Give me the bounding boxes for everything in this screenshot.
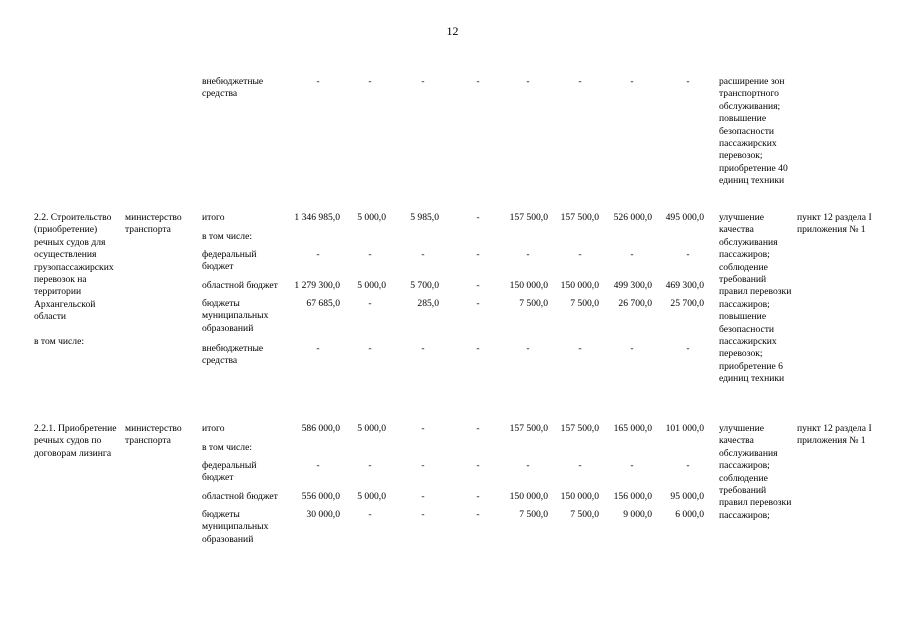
section-22-row3-col5: - xyxy=(526,249,530,260)
section-22-executor: министерство транспорта xyxy=(125,212,182,236)
section-22-row1-col8: 495 000,0 xyxy=(665,212,704,223)
section-221-executor: министерство транспорта xyxy=(125,423,182,447)
section-221-row-source: итого xyxy=(202,423,225,434)
section-221-row5-col4: - xyxy=(476,509,480,520)
section-22-row4-col2: 5 000,0 xyxy=(357,280,386,291)
top-value-col1: - xyxy=(316,76,320,87)
top-value-col8: - xyxy=(686,76,690,87)
section-221-row3-col4: - xyxy=(476,460,480,471)
section-22-row6-col7: - xyxy=(630,343,634,354)
section-221-row-source: федеральный бюджет xyxy=(202,460,257,484)
top-result: расширение зон транспортного обслуживания; повышение безопасности пассажирских перевозок; приобретение 40 единиц техники xyxy=(719,76,788,187)
section-221-row4-col3: - xyxy=(421,491,425,502)
section-22-row-source: областной бюджет xyxy=(202,280,278,291)
section-22-row-source: итого xyxy=(202,212,225,223)
top-value-col2: - xyxy=(368,76,372,87)
section-22-row6-col6: - xyxy=(578,343,582,354)
section-221-row5-col2: - xyxy=(368,509,372,520)
section-221-row3-col2: - xyxy=(368,460,372,471)
section-221-row4-col8: 95 000,0 xyxy=(670,491,704,502)
section-221-row4-col2: 5 000,0 xyxy=(357,491,386,502)
section-22-row5-col6: 7 500,0 xyxy=(570,298,599,309)
section-22-row5-col3: 285,0 xyxy=(417,298,439,309)
section-221-row-source: в том числе: xyxy=(202,442,253,453)
section-22-row4-col3: 5 700,0 xyxy=(410,280,439,291)
section-221-row5-col5: 7 500,0 xyxy=(519,509,548,520)
section-22-row6-col3: - xyxy=(421,343,425,354)
section-22-result: улучшение качества обслуживания пассажиров; соблюдение требований правил перевозки пассажиров; повышение безопасности пассажирских перевозок; приобретение 6 единиц техники xyxy=(719,212,792,385)
section-221-row1-col7: 165 000,0 xyxy=(613,423,652,434)
section-22-name-sub: в том числе: xyxy=(34,336,85,347)
section-22-row1-col7: 526 000,0 xyxy=(613,212,652,223)
section-22-row4-col1: 1 279 300,0 xyxy=(294,280,340,291)
section-22-row1-col2: 5 000,0 xyxy=(357,212,386,223)
section-221-row4-col5: 150 000,0 xyxy=(509,491,548,502)
section-221-row3-col1: - xyxy=(316,460,320,471)
section-221-row3-col7: - xyxy=(630,460,634,471)
section-221-row4-col1: 556 000,0 xyxy=(301,491,340,502)
section-22-row5-col1: 67 685,0 xyxy=(306,298,340,309)
section-221-row3-col8: - xyxy=(686,460,690,471)
top-value-col4: - xyxy=(476,76,480,87)
section-221-row3-col6: - xyxy=(578,460,582,471)
section-221-row1-col6: 157 500,0 xyxy=(560,423,599,434)
section-22-row5-col5: 7 500,0 xyxy=(519,298,548,309)
section-221-row3-col3: - xyxy=(421,460,425,471)
top-source: внебюджетные средства xyxy=(202,76,264,100)
section-221-row-source: бюджеты муниципальных образований xyxy=(202,509,269,545)
top-value-col3: - xyxy=(421,76,425,87)
section-22-row4-col5: 150 000,0 xyxy=(509,280,548,291)
page-number: 12 xyxy=(446,24,459,38)
section-221-row1-col2: 5 000,0 xyxy=(357,423,386,434)
section-22-row1-col4: - xyxy=(476,212,480,223)
section-22-row4-col7: 499 300,0 xyxy=(613,280,652,291)
section-22-row1-col1: 1 346 985,0 xyxy=(294,212,340,223)
section-22-row6-col2: - xyxy=(368,343,372,354)
top-value-col5: - xyxy=(526,76,530,87)
section-221-row5-col7: 9 000,0 xyxy=(623,509,652,520)
section-221-row1-col8: 101 000,0 xyxy=(665,423,704,434)
section-22-row1-col5: 157 500,0 xyxy=(509,212,548,223)
section-22-name: 2.2. Строительство (приобретение) речных судов для осуществления грузопассажирских перевозок на территории Архангельской области xyxy=(34,212,114,323)
section-22-row-source: федеральный бюджет xyxy=(202,249,257,273)
section-221-row5-col8: 6 000,0 xyxy=(675,509,704,520)
section-221-row5-col6: 7 500,0 xyxy=(570,509,599,520)
section-22-row3-col1: - xyxy=(316,249,320,260)
section-22-row5-col4: - xyxy=(476,298,480,309)
section-22-row3-col6: - xyxy=(578,249,582,260)
section-221-row4-col7: 156 000,0 xyxy=(613,491,652,502)
section-22-row4-col4: - xyxy=(476,280,480,291)
section-22-row-source: бюджеты муниципальных образований xyxy=(202,298,269,334)
section-221-row1-col1: 586 000,0 xyxy=(301,423,340,434)
section-22-row6-col4: - xyxy=(476,343,480,354)
section-22-row3-col7: - xyxy=(630,249,634,260)
section-22-row5-col7: 26 700,0 xyxy=(618,298,652,309)
section-22-row1-col6: 157 500,0 xyxy=(560,212,599,223)
section-22-row6-col1: - xyxy=(316,343,320,354)
section-221-row1-col3: - xyxy=(421,423,425,434)
top-value-col7: - xyxy=(630,76,634,87)
section-221-reference: пункт 12 раздела I приложения № 1 xyxy=(797,423,872,447)
section-22-row6-col8: - xyxy=(686,343,690,354)
section-22-row4-col6: 150 000,0 xyxy=(560,280,599,291)
section-22-row3-col3: - xyxy=(421,249,425,260)
section-221-row4-col4: - xyxy=(476,491,480,502)
section-22-row3-col2: - xyxy=(368,249,372,260)
section-221-row1-col5: 157 500,0 xyxy=(509,423,548,434)
section-22-row3-col4: - xyxy=(476,249,480,260)
section-221-name: 2.2.1. Приобретение речных судов по договорам лизинга xyxy=(34,423,117,459)
section-22-row3-col8: - xyxy=(686,249,690,260)
section-22-row6-col5: - xyxy=(526,343,530,354)
section-221-row4-col6: 150 000,0 xyxy=(560,491,599,502)
section-221-row1-col4: - xyxy=(476,423,480,434)
section-22-row5-col2: - xyxy=(368,298,372,309)
section-221-row5-col3: - xyxy=(421,509,425,520)
section-22-row1-col3: 5 985,0 xyxy=(410,212,439,223)
section-221-row-source: областной бюджет xyxy=(202,491,278,502)
section-22-row-source: внебюджетные средства xyxy=(202,343,264,367)
section-221-row3-col5: - xyxy=(526,460,530,471)
top-value-col6: - xyxy=(578,76,582,87)
section-22-row-source: в том числе: xyxy=(202,231,253,242)
section-221-result: улучшение качества обслуживания пассажиров; соблюдение требований правил перевозки пассажиров; xyxy=(719,423,792,521)
section-22-reference: пункт 12 раздела I приложения № 1 xyxy=(797,212,872,236)
section-22-row5-col8: 25 700,0 xyxy=(670,298,704,309)
section-221-row5-col1: 30 000,0 xyxy=(306,509,340,520)
section-22-row4-col8: 469 300,0 xyxy=(665,280,704,291)
